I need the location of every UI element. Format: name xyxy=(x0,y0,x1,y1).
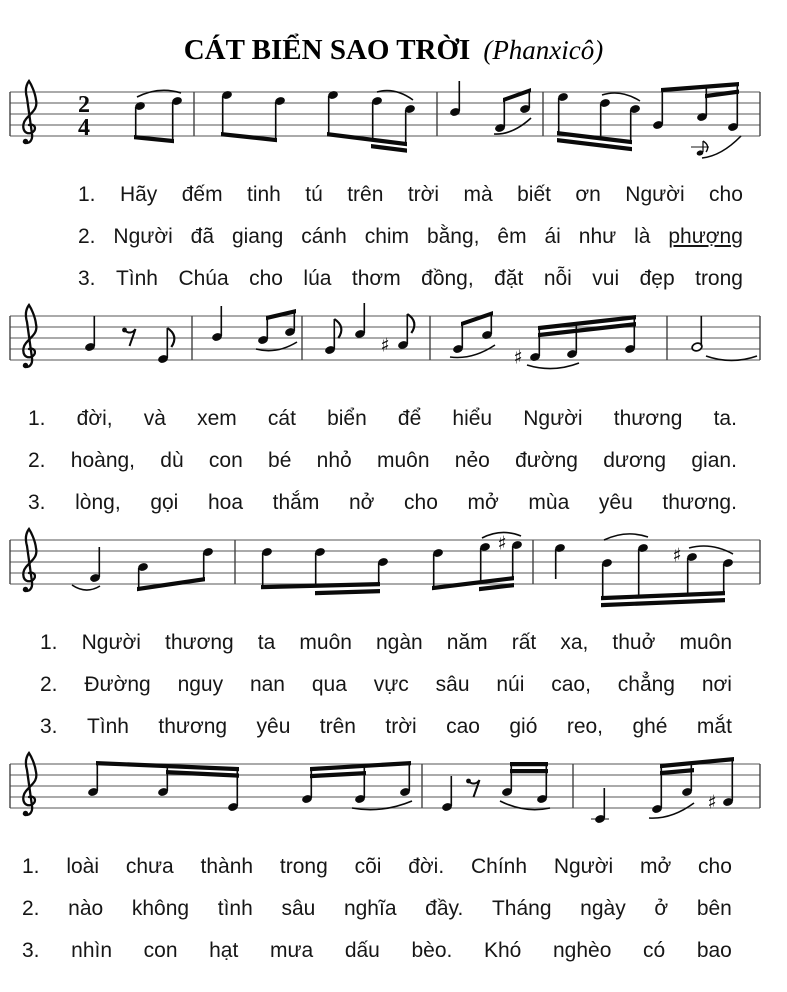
lyric-word: rất xyxy=(511,631,537,654)
lyric-word: thương. xyxy=(662,491,737,514)
lyric-word: bên xyxy=(696,897,732,920)
lyric-word: đầy. xyxy=(425,897,464,920)
verse-block-2 xyxy=(0,398,787,524)
lyric-word: có xyxy=(643,939,666,962)
lyric-word: tú xyxy=(305,183,323,206)
lyric-word: 3. xyxy=(22,939,40,962)
lyric-word: vui xyxy=(592,267,620,290)
lyric-line xyxy=(78,258,743,300)
lyric-word: Người xyxy=(625,183,685,206)
lyric-line xyxy=(78,174,743,216)
lyric-word: thành xyxy=(200,855,254,878)
title-row xyxy=(0,0,787,76)
lyric-word: dù xyxy=(160,449,184,472)
lyric-word: 1. xyxy=(22,855,40,878)
lyric-word: lòng, xyxy=(75,491,121,514)
lyric-word: muôn xyxy=(679,631,732,654)
lyric-word: muôn xyxy=(376,449,430,472)
verse-block-3 xyxy=(0,622,787,748)
svg-text:♯: ♯ xyxy=(672,544,682,567)
lyric-word: 1. xyxy=(40,631,58,654)
lyric-word: cõi xyxy=(354,855,382,878)
lyric-word: nghĩa xyxy=(343,897,397,920)
lyric-word: Tháng xyxy=(491,897,552,920)
lyric-word: tinh xyxy=(247,183,281,206)
lyric-word: hạt xyxy=(209,939,239,962)
lyric-word: năm xyxy=(446,631,488,654)
lyric-word: 2. xyxy=(40,673,58,696)
lyric-word: nguy xyxy=(177,673,224,696)
lyric-word: con xyxy=(143,939,178,962)
lyric-word: gọi xyxy=(150,491,179,514)
lyric-word: trên xyxy=(347,183,384,206)
lyric-word: thương xyxy=(613,407,683,430)
lyric-word: nghèo xyxy=(552,939,612,962)
lyric-word: ngày xyxy=(580,897,626,920)
lyric-word: nan xyxy=(249,673,285,696)
lyric-word: đã xyxy=(190,225,215,248)
page-title: CÁT BIỂN SAO TRỜI xyxy=(183,34,471,66)
lyric-word: trong xyxy=(279,855,328,878)
lyric-word: sâu xyxy=(435,673,470,696)
lyric-word: thuở xyxy=(612,631,656,654)
svg-text:4: 4 xyxy=(78,115,90,141)
lyric-word: chim xyxy=(364,225,410,248)
lyric-line xyxy=(40,706,732,748)
lyric-word: chẳng xyxy=(617,673,675,696)
svg-text:♯: ♯ xyxy=(497,532,507,555)
lyric-word: Tình xyxy=(115,267,158,290)
staff-3-notation xyxy=(0,524,787,618)
staff-4-notation xyxy=(0,748,787,842)
lyric-word: 3. xyxy=(40,715,58,738)
lyric-line xyxy=(28,440,737,482)
lyric-word: qua xyxy=(311,673,347,696)
lyric-word: cho xyxy=(404,491,438,514)
lyric-word: thương xyxy=(158,715,228,738)
lyric-word: thắm xyxy=(272,491,320,514)
lyric-word: như xyxy=(578,225,617,248)
system-3 xyxy=(0,524,787,748)
lyric-line xyxy=(22,888,732,930)
lyric-word: nẻo xyxy=(454,449,490,472)
lyric-word: Đường xyxy=(84,673,151,696)
lyric-word: êm xyxy=(497,225,527,248)
lyric-word: 1. xyxy=(78,183,96,206)
lyric-word: nở xyxy=(348,491,375,514)
lyric-word: bé xyxy=(268,449,292,472)
lyric-word: ơn xyxy=(575,183,601,206)
page-subtitle: (Phanxicô) xyxy=(483,35,604,65)
lyric-word: đặt xyxy=(494,267,524,290)
lyric-word: giang xyxy=(231,225,284,248)
system-4 xyxy=(0,748,787,972)
lyric-word: Hãy xyxy=(119,183,158,206)
lyric-line xyxy=(28,482,737,524)
lyric-word: để xyxy=(397,407,422,430)
lyric-word: yêu xyxy=(256,715,291,738)
lyric-word: con xyxy=(208,449,243,472)
lyric-word: núi xyxy=(496,673,525,696)
lyric-word: ta. xyxy=(713,407,737,430)
staff-1-notation xyxy=(0,76,787,170)
lyric-line xyxy=(78,216,743,258)
lyric-word: ngàn xyxy=(376,631,423,654)
lyric-word: bao xyxy=(696,939,732,962)
lyric-word: nhỏ xyxy=(316,449,352,472)
lyric-word: cho xyxy=(698,855,732,878)
svg-text:♯: ♯ xyxy=(513,346,523,369)
svg-text:♯: ♯ xyxy=(707,791,717,814)
lyric-line xyxy=(22,930,732,972)
lyric-word: nhìn xyxy=(71,939,113,962)
lyric-word: đếm xyxy=(181,183,223,206)
verse-block-4 xyxy=(0,846,787,972)
lyric-word: thơm xyxy=(351,267,401,290)
lyric-word: mắt xyxy=(696,715,732,738)
lyric-word: đường xyxy=(515,449,578,472)
lyric-word: biển xyxy=(327,407,367,430)
lyric-word: phượng xyxy=(668,225,743,248)
lyric-word: cho xyxy=(249,267,283,290)
lyric-word: Người xyxy=(553,855,614,878)
lyric-word: xem xyxy=(197,407,237,430)
lyric-word: biết xyxy=(517,183,551,206)
lyric-word: đời. xyxy=(408,855,445,878)
lyric-word: trong xyxy=(695,267,743,290)
lyric-word: yêu xyxy=(598,491,633,514)
lyric-word: 3. xyxy=(28,491,46,514)
lyric-word: nơi xyxy=(701,673,732,696)
lyric-line xyxy=(22,846,732,888)
lyric-word: trời xyxy=(407,183,440,206)
lyric-word: mùa xyxy=(528,491,570,514)
lyric-word: mở xyxy=(639,855,672,878)
lyric-word: Người xyxy=(523,407,583,430)
lyric-word: 2. xyxy=(28,449,46,472)
lyric-word: hoa xyxy=(207,491,244,514)
lyric-line xyxy=(40,622,732,664)
verse-block-1 xyxy=(0,174,787,300)
lyric-word: hoàng, xyxy=(70,449,136,472)
lyric-word: 3. xyxy=(78,267,96,290)
lyric-word: cho xyxy=(709,183,743,206)
lyric-word: trên xyxy=(319,715,356,738)
lyric-word: Người xyxy=(81,631,141,654)
lyric-word: đẹp xyxy=(639,267,675,290)
lyric-word: chưa xyxy=(125,855,174,878)
svg-text:2: 2 xyxy=(78,92,90,118)
lyric-word: vực xyxy=(373,673,409,696)
lyric-word: bèo. xyxy=(411,939,453,962)
lyric-word: 1. xyxy=(28,407,46,430)
lyric-word: Tình xyxy=(86,715,129,738)
system-1 xyxy=(0,76,787,300)
lyric-line xyxy=(28,398,737,440)
lyric-word: sâu xyxy=(281,897,316,920)
lyric-word: loài xyxy=(66,855,100,878)
staff-2-notation xyxy=(0,300,787,394)
lyric-word: bằng, xyxy=(426,225,480,248)
lyric-word: nào xyxy=(68,897,104,920)
lyric-word: ái xyxy=(544,225,561,248)
lyric-word: cánh xyxy=(301,225,347,248)
lyric-word: lúa xyxy=(303,267,332,290)
lyric-word: mưa xyxy=(269,939,314,962)
lyric-word: cao, xyxy=(551,673,591,696)
lyric-word: ghé xyxy=(632,715,668,738)
lyric-word: xa, xyxy=(560,631,589,654)
lyric-word: 2. xyxy=(78,225,96,248)
system-2 xyxy=(0,300,787,524)
lyric-line xyxy=(40,664,732,706)
lyric-word: đồng, xyxy=(421,267,474,290)
lyric-word: trời xyxy=(385,715,417,738)
lyric-word: reo, xyxy=(566,715,604,738)
lyric-word: ta xyxy=(257,631,276,654)
svg-text:♯: ♯ xyxy=(380,334,390,357)
lyric-word: không xyxy=(131,897,190,920)
lyric-word: Chúa xyxy=(178,267,229,290)
lyric-word: tình xyxy=(217,897,253,920)
lyric-word: Người xyxy=(113,225,173,248)
lyric-word: mà xyxy=(463,183,493,206)
lyric-word: dương xyxy=(603,449,667,472)
lyric-word: cát xyxy=(267,407,296,430)
lyric-word: mở xyxy=(467,491,499,514)
lyric-word: và xyxy=(143,407,166,430)
lyric-word: nỗi xyxy=(543,267,572,290)
lyric-word: thương xyxy=(165,631,234,654)
lyric-word: Khó xyxy=(483,939,522,962)
lyric-word: dấu xyxy=(344,939,380,962)
lyric-word: Chính xyxy=(470,855,528,878)
lyric-word: ở xyxy=(654,897,669,920)
lyric-word: cao xyxy=(446,715,480,738)
lyric-word: đời, xyxy=(76,407,113,430)
lyric-word: hiểu xyxy=(452,407,493,430)
lyric-word: gió xyxy=(509,715,538,738)
lyric-word: 2. xyxy=(22,897,40,920)
lyric-word: là xyxy=(634,225,651,248)
lyric-word: muôn xyxy=(299,631,352,654)
lyric-word: gian. xyxy=(691,449,737,472)
